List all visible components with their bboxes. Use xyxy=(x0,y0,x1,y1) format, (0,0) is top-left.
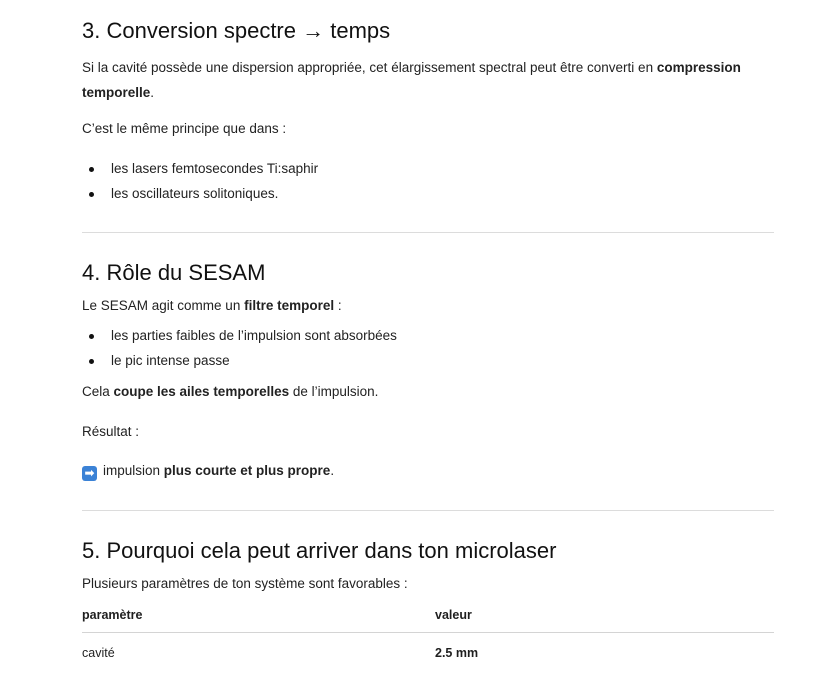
section-5-paragraph-1: Plusieurs paramètres de ton système sont favorables : xyxy=(82,576,408,591)
result-end: . xyxy=(330,463,334,478)
list-item: les lasers femtosecondes Ti:saphir xyxy=(82,160,318,185)
section-3-paragraph-1 xyxy=(82,55,774,105)
divider xyxy=(82,510,774,511)
divider xyxy=(82,232,774,233)
table-header-row xyxy=(82,598,774,633)
section-3-paragraph-1-bold: compression temporelle xyxy=(82,60,741,100)
section-3-list xyxy=(82,160,318,210)
section-4-paragraph-1 xyxy=(82,298,342,313)
section-5-heading: 5. Pourquoi cela peut arriver dans ton microlaser xyxy=(82,538,556,564)
section-4-paragraph-2 xyxy=(82,384,378,399)
section-4-list xyxy=(82,327,397,377)
list-item: le pic intense passe xyxy=(82,352,397,377)
section-4-paragraph-1-bold: filtre temporel xyxy=(244,298,334,313)
section-4-paragraph-2-text: Cela xyxy=(82,384,114,399)
parameters-table xyxy=(82,598,774,673)
right-arrow-icon: ➡ xyxy=(82,466,97,481)
section-3-paragraph-1-text: Si la cavité possède une dispersion appropriée, cet élargissement spectral peut être converti en xyxy=(82,60,657,75)
table-header-parameter: paramètre xyxy=(82,598,435,633)
section-3-paragraph-2: C’est le même principe que dans : xyxy=(82,121,286,136)
list-item: les oscillateurs solitoniques. xyxy=(82,185,318,210)
table-header-value: valeur xyxy=(435,598,774,633)
section-4-paragraph-2-end: de l’impulsion. xyxy=(289,384,378,399)
table-row xyxy=(82,633,774,673)
result-bold: plus courte et plus propre xyxy=(164,463,331,478)
list-item: les parties faibles de l’impulsion sont absorbées xyxy=(82,327,397,352)
result-label: Résultat : xyxy=(82,424,139,439)
section-4-paragraph-1-text: Le SESAM agit comme un xyxy=(82,298,244,313)
section-4-paragraph-2-bold: coupe les ailes temporelles xyxy=(114,384,290,399)
section-4-paragraph-1-end: : xyxy=(334,298,342,313)
section-3-paragraph-1-end: . xyxy=(150,85,154,100)
result-text: impulsion xyxy=(103,463,164,478)
table-cell: cavité xyxy=(82,633,435,673)
section-3-heading: 3. Conversion spectre → temps xyxy=(82,18,390,44)
table-cell: 2.5 mm xyxy=(435,633,774,673)
result-line xyxy=(82,463,334,481)
section-4-heading: 4. Rôle du SESAM xyxy=(82,260,265,286)
